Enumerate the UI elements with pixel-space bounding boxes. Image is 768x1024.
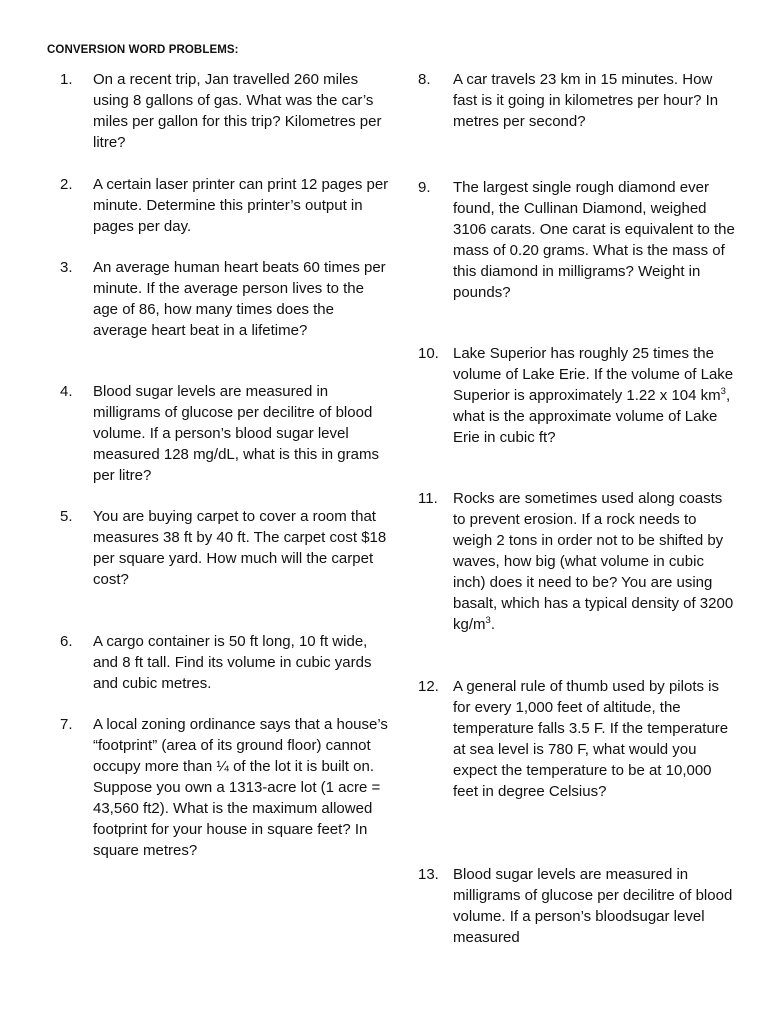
problem-text: Blood sugar levels are measured in milligrams of glucose per decilitre of blood volume. If a person’s blood sugar level measured 128 mg/dL, what is this in grams per litre? (93, 383, 379, 484)
problem-number: 10. (418, 345, 439, 362)
problem-text: A car travels 23 km in 15 minutes. How fast is it going in kilometres per hour? In metres per second? (453, 71, 719, 130)
problem-text: You are buying carpet to cover a room that measures 38 ft by 40 ft. The carpet cost $18 per square yard. How much will the carpet cost? (93, 508, 387, 588)
problem-number: 12. (418, 678, 439, 695)
problem-number: 3. (60, 259, 73, 276)
page-title: CONVERSION WORD PROBLEMS: (47, 44, 239, 56)
problem-text: Blood sugar levels are measured in milligrams of glucose per decilitre of blood volume. If a person’s bloodsugar level measured (453, 866, 733, 946)
problem-6 (60, 631, 390, 694)
problem-3 (60, 257, 390, 341)
problem-text: A local zoning ordinance says that a house’s “footprint” (area of its ground floor) cannot occupy more than ¼ of the lot it is built on. Suppose you own a 1313-acre lot (1 acre = 43,560 ft2). What is the maximum allowed footprint for your house in square feet? In square metres? (93, 716, 388, 859)
problem-4 (60, 381, 390, 486)
problem-text-part: Lake Superior has roughly 25 times the volume of Lake Erie. If the volume of Lake Superior is approximately 1.22 x 104 km (453, 345, 734, 404)
problem-text: A cargo container is 50 ft long, 10 ft wide, and 8 ft tall. Find its volume in cubic yards and cubic metres. (93, 633, 372, 692)
problem-number: 7. (60, 716, 73, 733)
problem-2 (60, 174, 390, 237)
problem-number: 4. (60, 383, 73, 400)
problem-number: 5. (60, 508, 73, 525)
problem-13 (418, 864, 738, 948)
superscript: 3 (485, 615, 491, 626)
problem-5 (60, 506, 390, 590)
problem-9 (418, 177, 738, 303)
problem-text (453, 488, 738, 635)
problem-number: 9. (418, 179, 431, 196)
problem-text: A general rule of thumb used by pilots is for every 1,000 feet of altitude, the temperature falls 3.5 F. If the temperature at sea level is 780 F, what would you expect the temperature to be at 10,000 feet in degree Celsius? (453, 678, 729, 800)
problem-11 (418, 488, 738, 635)
problem-text-part: Rocks are sometimes used along coasts to prevent erosion. If a rock needs to weigh 2 tons in order not to be shifted by waves, how big (what volume in cubic inch) does it need to be? You are using basalt, which has a typical density of 3200 kg/m (453, 490, 734, 633)
problem-8 (418, 69, 738, 132)
problem-text-part: . (490, 616, 495, 633)
problem-10 (418, 343, 738, 448)
problem-text (453, 343, 738, 448)
problem-text: The largest single rough diamond ever found, the Cullinan Diamond, weighed 3106 carats. One carat is equivalent to the mass of 0.20 grams. What is the mass of this diamond in milligrams? Weight in pounds? (453, 179, 735, 301)
problem-text: On a recent trip, Jan travelled 260 miles using 8 gallons of gas. What was the car’s miles per gallon for this trip? Kilometres per litre? (93, 71, 382, 151)
problem-text-part: , what is the approximate volume of Lake Erie in cubic ft? (453, 387, 731, 446)
problem-text: A certain laser printer can print 12 pages per minute. Determine this printer’s output in pages per day. (93, 176, 389, 235)
problem-number: 6. (60, 633, 73, 650)
problem-number: 11. (418, 490, 438, 507)
problem-number: 2. (60, 176, 73, 193)
problem-12 (418, 676, 738, 802)
superscript: 3 (720, 386, 726, 397)
problem-number: 8. (418, 71, 431, 88)
problem-1 (60, 69, 390, 153)
problem-text: An average human heart beats 60 times per minute. If the average person lives to the age of 86, how many times does the average heart beat in a lifetime? (93, 259, 386, 339)
problem-number: 1. (60, 71, 73, 88)
problem-7 (60, 714, 390, 861)
problem-number: 13. (418, 866, 439, 883)
